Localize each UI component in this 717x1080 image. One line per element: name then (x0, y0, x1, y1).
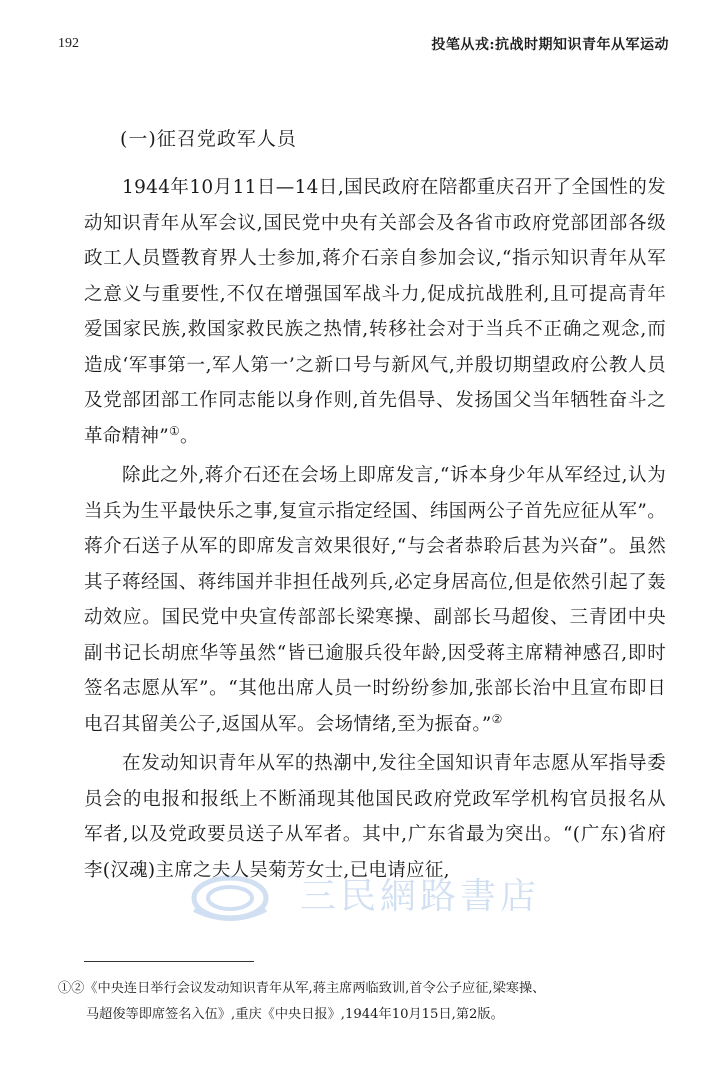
footnote-marker[interactable]: ① (168, 423, 181, 438)
footnote-marker[interactable]: ② (491, 711, 503, 726)
paragraph-text: 1944年10月11日—14日,国民政府在陪都重庆召开了全国性的发动知识青年从军会议,国民党中央有关部会及各省市政府党部团部各级政工人员暨教育界人士参加,蒋介石亲自参加会议,“指示知识青年从军之意义与重要性,不仅在增强国军战斗力,促成抗战胜利,且可提高青年爱国家民族,救国家救民族之热情,转移社会对于当兵不正确之观念,而造成‘军事第一,军人第一’之新口号与新风气,并殷切期望政府公教人员及党部团部工作同志能以身作则,首先倡导、发扬国父当年牺牲奋斗之革命精神” (84, 177, 666, 447)
footnote-line: 马超俊等即席签名入伍》,重庆《中央日报》,1944年10月15日,第2版。 (86, 1007, 504, 1022)
footnote-line: ①②《中央连日举行会议发动知识青年从军,蒋主席两临致训,首令公子应征,梁寒操、 (58, 981, 546, 996)
paragraph: 1944年10月11日—14日,国民政府在陪都重庆召开了全国性的发动知识青年从军会议,国民党中央有关部会及各省市政府党部团部各级政工人员暨教育界人士参加,蒋介石亲自参加会议,“指示知识青年从军之意义与重要性,不仅在增强国军战斗力,促成抗战胜利,且可提高青年爱国家民族,救国家救民族之热情,转移社会对于当兵不正确之观念,而造成‘军事第一,军人第一’之新口号与新风气,并殷切期望政府公教人员及党部团部工作同志能以身作则,首先倡导、发扬国父当年牺牲奋斗之革命精神”①。 (84, 177, 666, 447)
footnote (58, 976, 668, 1028)
body-text (84, 170, 666, 892)
section-heading: (一)征召党政军人员 (120, 128, 297, 150)
paragraph (84, 746, 666, 888)
footnote-rule (84, 961, 254, 962)
paragraph-text: 在发动知识青年从军的热潮中,发往全国知识青年志愿从军指导委员会的电报和报纸上不断涌现其他国民政府党政军学机构官员报名从军者,以及党政要员送子从军者。其中,广东省最为突出。“(广东)省府李(汉魂)主席之夫人吴菊芳女士,已电请应征, (84, 753, 666, 881)
running-header: 投笔从戎:抗战时期知识青年从军运动 (431, 37, 669, 53)
page-number: 192 (58, 36, 79, 51)
paragraph (84, 458, 666, 742)
svg-text:三民網路書店: 三民網路書店 (300, 876, 541, 917)
paragraph-text: 除此之外,蒋介石还在会场上即席发言,“诉本身少年从军经过,认为当兵为生平最快乐之事,复宣示指定经国、纬国两公子首先应征从军”。蒋介石送子从军的即席发言效果很好,“与会者恭聆后甚为兴奋”。虽然其子蒋经国、蒋纬国并非担任战列兵,必定身居高位,但是依然引起了轰动效应。国民党中央宣传部部长梁寒操、副部长马超俊、三青团中央副书记长胡庶华等虽然“皆已逾服兵役年龄,因受蒋主席精神感召,即时签名志愿从军”。“其他出席人员一时纷纷参加,张部长治中且宣布即日电召其留美公子,返国从军。会场情绪,至为振奋。” (84, 465, 666, 735)
